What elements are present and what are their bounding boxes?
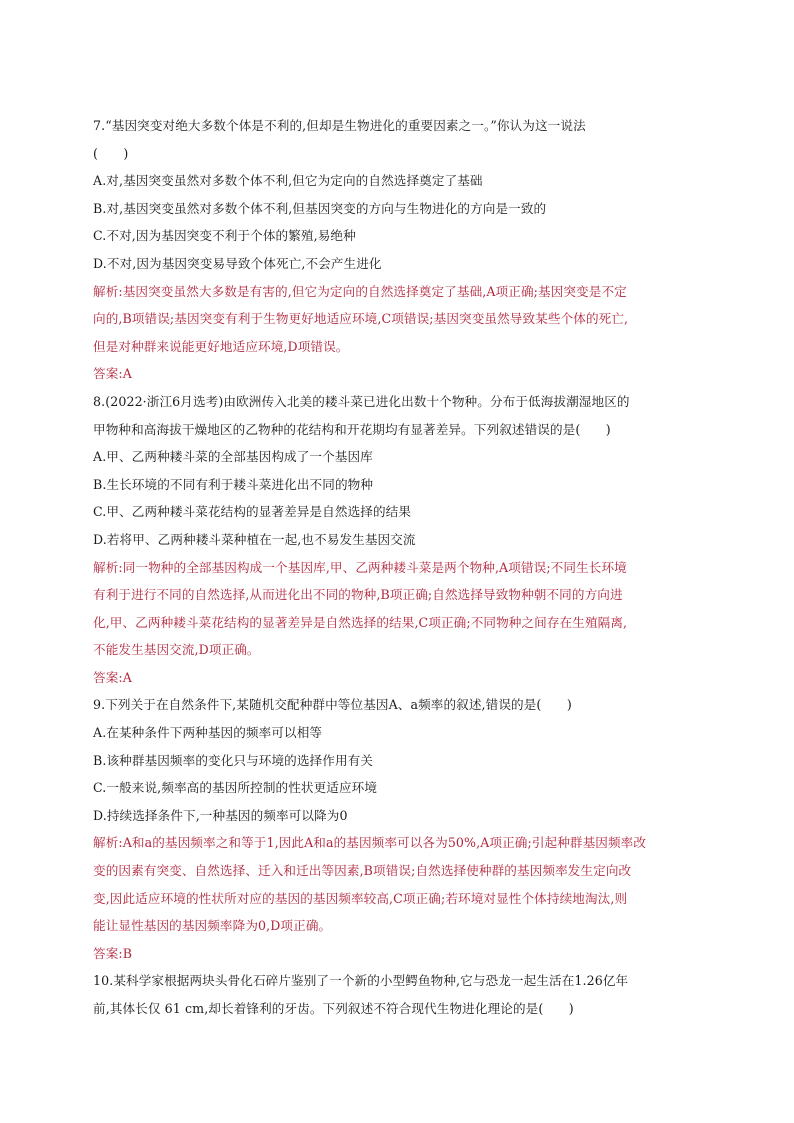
option-C: C.甲、乙两种耧斗菜花结构的显著差异是自然选择的结果 (93, 504, 412, 520)
option-C: C.不对,因为基因突变不利于个体的繁殖,易绝种 (93, 228, 356, 244)
question-1 (93, 112, 705, 388)
question-stem-line: 9.下列关于在自然条件下,某随机交配种群中等位基因A、a频率的叙述,错误的是( ) (93, 697, 572, 713)
analysis-line: 解析:同一物种的全部基因构成一个基因库,甲、乙两种耧斗菜是两个物种,A项错误;不同生长环境 (93, 559, 627, 575)
option-D: D.不对,因为基因突变易导致个体死亡,不会产生进化 (93, 255, 382, 271)
analysis-line: 解析:A和a的基因频率之和等于1,因此A和a的基因频率可以各为50%,A项正确;引起种群基因频率改 (93, 835, 647, 851)
analysis-line: 有利于进行不同的自然选择,从而进化出不同的物种,B项正确;自然选择导致物种朝不同的方向进 (93, 587, 623, 603)
question-stem-line: ( ) (93, 145, 129, 161)
option-A: A.甲、乙两种耧斗菜的全部基因构成了一个基因库 (93, 449, 373, 465)
question-stem-line: 前,其体长仅 61 cm,却长着锋利的牙齿。下列叙述不符合现代生物进化理论的是( ) (93, 1001, 574, 1016)
answer-line: 答案:A (93, 669, 132, 685)
question-stem-line: 7.“基因突变对绝大多数个体是不利的,但却是生物进化的重要因素之一。”你认为这一说法 (93, 118, 586, 133)
analysis-line: 变,因此适应环境的性状所对应的基因的基因频率较高,C项正确;若环境对显性个体持续地淘汰,则 (93, 890, 628, 906)
option-B: B.生长环境的不同有利于耧斗菜进化出不同的物种 (93, 476, 374, 492)
option-B: B.该种群基因频率的变化只与环境的选择作用有关 (93, 752, 374, 768)
analysis-line: 变的因素有突变、自然选择、迁入和迁出等因素,B项错误;自然选择使种群的基因频率发生定向改 (93, 863, 632, 879)
question-stem-line: 8.(2022·浙江6月选考)由欧洲传入北美的耧斗菜已进化出数十个物种。分布于低海拔潮湿地区的 (93, 393, 630, 409)
question-3 (93, 691, 705, 967)
analysis-line: 不能发生基因交流,D项正确。 (93, 642, 260, 658)
option-A: A.在某种条件下两种基因的频率可以相等 (93, 725, 323, 741)
option-D: D.若将甲、乙两种耧斗菜种植在一起,也不易发生基因交流 (93, 531, 416, 547)
option-D: D.持续选择条件下,一种基因的频率可以降为0 (93, 807, 348, 823)
question-4 (93, 967, 705, 1022)
analysis-line: 能让显性基因的基因频率降为0,D项正确。 (93, 918, 332, 934)
question-stem-line: 10.某科学家根据两块头骨化石碎片鉴别了一个新的小型鳄鱼物种,它与恐龙一起生活在1.26亿年 (93, 973, 629, 989)
option-C: C.一般来说,频率高的基因所控制的性状更适应环境 (93, 780, 378, 796)
question-2 (93, 388, 705, 692)
option-B: B.对,基因突变虽然对多数个体不利,但基因突变的方向与生物进化的方向是一致的 (93, 200, 547, 216)
document-page (93, 112, 705, 1023)
analysis-line: 解析:基因突变虽然大多数是有害的,但它为定向的自然选择奠定了基础,A项正确;基因突变是不定 (93, 283, 627, 299)
analysis-line: 向的,B项错误;基因突变有利于生物更好地适应环境,C项错误;基因突变虽然导致某些个体的死亡, (93, 311, 629, 327)
option-A: A.对,基因突变虽然对多数个体不利,但它为定向的自然选择奠定了基础 (93, 173, 483, 189)
answer-line: 答案:A (93, 366, 132, 382)
analysis-line: 化,甲、乙两种耧斗菜花结构的显著差异是自然选择的结果,C项正确;不同物种之间存在生殖隔离, (93, 614, 628, 630)
question-stem-line: 甲物种和高海拔干燥地区的乙物种的花结构和开花期均有显著差异。下列叙述错误的是( ) (93, 421, 611, 437)
answer-line: 答案:B (93, 945, 133, 961)
analysis-line: 但是对种群来说能更好地适应环境,D项错误。 (93, 338, 349, 354)
